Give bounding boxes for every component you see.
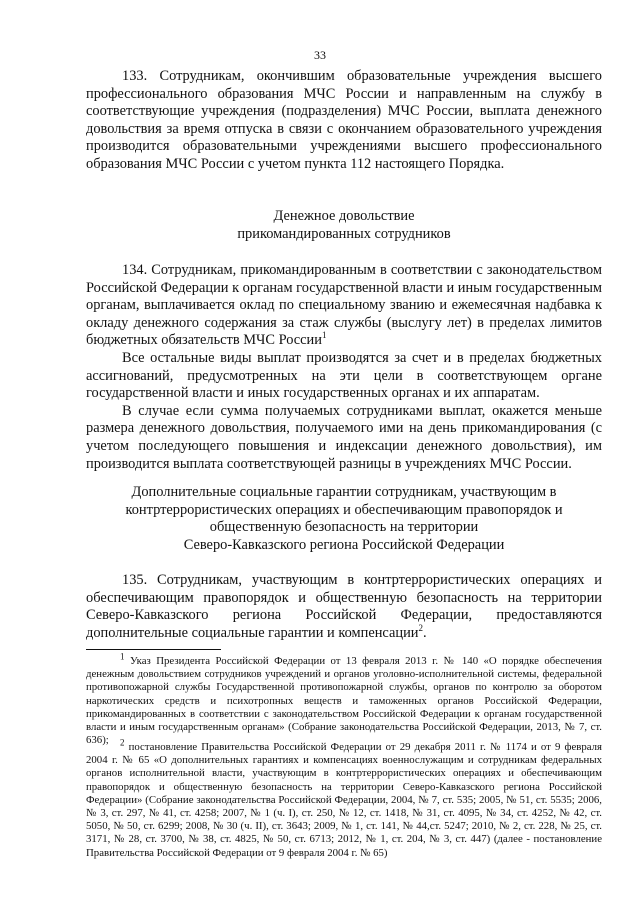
page-number: 33 [314, 48, 326, 62]
footnote-1-text: Указ Президента Российской Федерации от 13 февраля 2013 г. № 140 «О порядке обеспечения денежным довольствием сотрудников учреждений и органов уголовно-исполнительной системы, федеральной противопожарной службы Государственной противопожарной службы, органов по контролю за оборотом наркотических средств и психотропных веществ и таможенных органов Российской Федерации, прикомандированных в соответствии с законодательством Российской Федерации к органам государственной власти и иным государственным органам» (Собрание законодательства Российской Федерации, 2013, № 7, ст. 636); [86, 655, 603, 747]
paragraph-134-main [86, 262, 602, 350]
footnote-2-text: постановление Правительства Российской Федерации от 29 декабря 2011 г. № 1174 и от 9 февраля 2004 г. № 65 «О дополнительных гарантиях и компенсациях военнослужащим и сотрудникам федеральных органов исполнительной власти, участвующим в контртеррористических операциях и обеспечивающим правопорядок и общественную безопасность на территории Северо-Кавказского региона Российской Федерации» (Собрание законодательства Российской Федерации, 2004, № 7, ст. 535; 2005, № 51, ст. 5535; 2006, № 3, ст. 297, № 41, ст. 4258; 2007, № 1 (ч. I), ст. 250, № 12, ст. 1418, № 31, ст. 4095, № 34, ст. 4252, № 42, ст. 5050, № 50, ст. 6299; 2008, № 30 (ч. II), ст. 3643; 2009, № 1, ст. 141, № 44,ст. 5247; 2010, № 2, ст. 228, № 25, ст. 3171, № 28, ст. 3700, № 38, ст. 4825, № 50, ст. 6713; 2012, № 1, ст. 204, № 3, ст. 447) (далее - постановление Правительства Российской Федерации от 9 февраля 2004 г. № 65) [86, 741, 602, 859]
footnote-ref-1: 1 [321, 330, 327, 341]
section-heading-2-line-2: контртеррористических операциях и обеспечивающим правопорядок и [125, 501, 563, 518]
paragraph-135 [86, 572, 602, 642]
footnote-1-number: 1 [120, 651, 125, 662]
section-heading-2 [86, 484, 602, 554]
paragraph-135-text: 135. Сотрудникам, участвующим в контртеррористических операциях и обеспечивающим правопорядок и общественную безопасность на территории Северо-Кавказского региона Российской Федерации, предоставляются дополнительные социальные гарантии и компенсации [86, 572, 602, 641]
paragraph-134-third: В случае если сумма получаемых сотрудниками выплат, окажется меньше размера денежного довольствия, получаемого ими на день прикомандирования (с учетом последующего повышения и индексации денежного довольствия), им производится выплата соответствующей разницы в учреждениях МЧС России. [86, 402, 602, 472]
paragraph-134 [86, 262, 602, 473]
section-heading-2-line-1: Дополнительные социальные гарантии сотрудникам, участвующим в [131, 484, 557, 500]
footnote-2 [86, 737, 602, 860]
footnote-2-number: 2 [120, 737, 125, 748]
section-heading-1-line-2: прикомандированных сотрудников [237, 225, 451, 242]
paragraph-134-text: 134. Сотрудникам, прикомандированным в соответствии с законодательством Российской Федерации к органам государственной власти и иным государственным органам, выплачивается оклад по специальному званию и ежемесячная надбавка к окладу денежного содержания за стаж службы (выслугу лет) в пределах лимитов бюджетных обязательств МЧС России [86, 262, 602, 349]
paragraph-133: 133. Сотрудникам, окончившим образовательные учреждения высшего профессионального образования МЧС России и направленным на службу в соответствующие учреждения (подразделения) МЧС России, выплата денежного довольствия за время отпуска в связи с окончанием образовательного учреждения производится образовательными учреждениями высшего профессионального образования МЧС России с учетом пункта 112 настоящего Порядка. [86, 68, 602, 172]
footnote-divider [86, 649, 221, 650]
section-heading-1-line-1: Денежное довольствие [273, 208, 415, 224]
footnote-1 [86, 651, 603, 747]
section-heading-2-line-3: общественную безопасность на территории [209, 519, 479, 536]
paragraph-135-end: . [422, 624, 427, 641]
section-heading-1 [86, 208, 602, 243]
section-heading-2-line-4: Северо-Кавказского региона Российской Федерации [183, 536, 505, 553]
footnote-ref-2: 2 [418, 622, 423, 633]
paragraph-134-second: Все остальные виды выплат производятся за счет и в пределах бюджетных ассигнований, предусмотренных на эти цели в соответствующем органе государственной власти и иных государственных органах и их аппаратам. [86, 349, 602, 402]
